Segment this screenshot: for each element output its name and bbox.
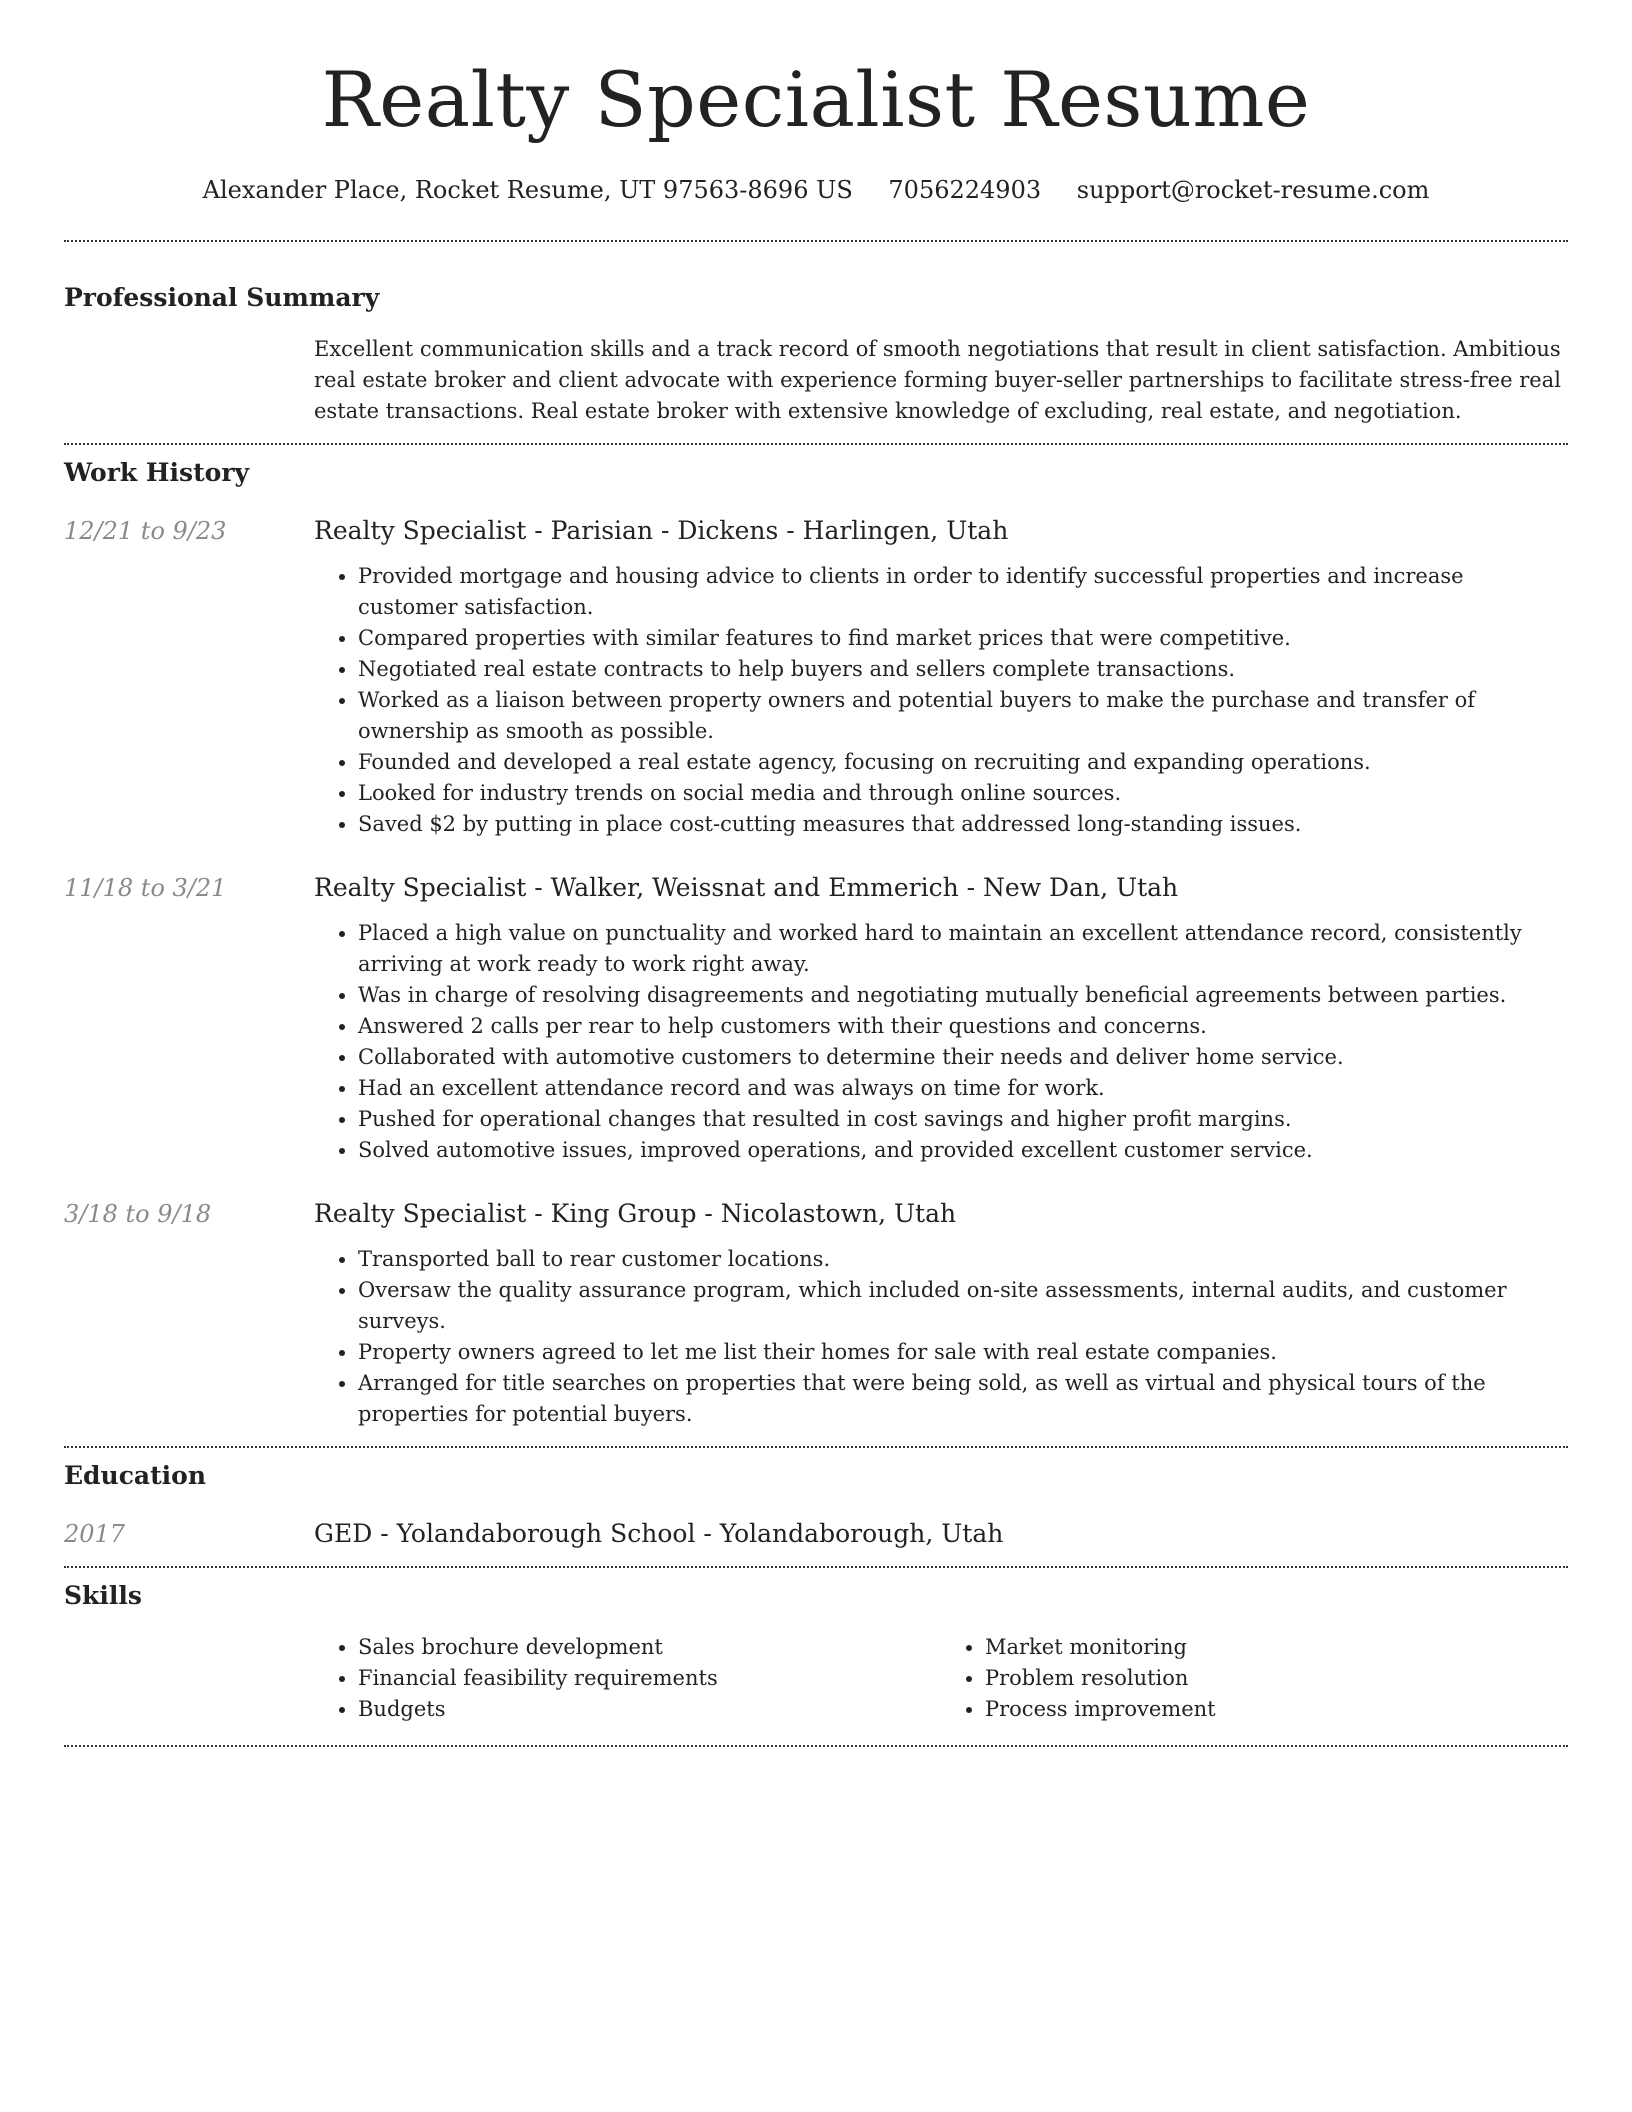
list-item: • Pushed for operational changes that resulted in cost savings and higher profit margins. [358, 1104, 1568, 1135]
skills-heading: Skills [64, 1581, 142, 1610]
list-item: • Transported ball to rear customer locations. [358, 1244, 1568, 1275]
contact-email: support@rocket-resume.com [1076, 176, 1430, 204]
list-item: • Answered 2 calls per rear to help customers with their questions and concerns. [358, 1011, 1568, 1042]
list-item: • Market monitoring [985, 1632, 1568, 1663]
skills-column-left [314, 1632, 941, 1725]
job-dates: 12/21 to 9/23 [64, 517, 227, 545]
list-item: • Saved $2 by putting in place cost-cutting measures that addressed long-standing issues. [358, 809, 1568, 840]
skills-column-right [941, 1632, 1568, 1725]
job-dates: 11/18 to 3/21 [64, 874, 227, 902]
summary-section [64, 282, 1568, 427]
list-item: • Had an excellent attendance record and was always on time for work. [358, 1073, 1568, 1104]
work-section [64, 457, 1568, 1430]
job-entry [64, 1198, 1568, 1430]
contact-line [64, 174, 1568, 206]
job-bullets [314, 561, 1568, 840]
list-item: • Budgets [358, 1694, 941, 1725]
work-heading: Work History [64, 458, 250, 487]
list-item: • Looked for industry trends on social media and through online sources. [358, 778, 1568, 809]
divider [64, 240, 1568, 242]
summary-heading: Professional Summary [64, 283, 380, 312]
list-item: • Was in charge of resolving disagreements and negotiating mutually beneficial agreements between parties. [358, 980, 1568, 1011]
list-item: • Negotiated real estate contracts to help buyers and sellers complete transactions. [358, 654, 1568, 685]
education-entry [64, 1518, 1568, 1550]
job-title: Realty Specialist - Walker, Weissnat and Emmerich - New Dan, Utah [314, 873, 1179, 902]
education-heading: Education [64, 1461, 207, 1490]
summary-row [64, 334, 1568, 427]
list-item: • Compared properties with similar features to find market prices that were competitive. [358, 623, 1568, 654]
list-item: • Provided mortgage and housing advice to clients in order to identify successful properties and increase customer satisfaction. [358, 561, 1568, 623]
contact-phone: 7056224903 [888, 176, 1042, 204]
list-item: • Process improvement [985, 1694, 1568, 1725]
resume-title: Realty Specialist Resume [321, 55, 1311, 144]
job-dates: 3/18 to 9/18 [64, 1200, 212, 1228]
job-entry [64, 515, 1568, 840]
job-title: Realty Specialist - King Group - Nicolastown, Utah [314, 1199, 957, 1228]
skills-row [64, 1632, 1568, 1725]
divider [64, 1566, 1568, 1568]
list-item: • Problem resolution [985, 1663, 1568, 1694]
education-date: 2017 [64, 1520, 126, 1548]
divider [64, 1745, 1568, 1747]
job-title: Realty Specialist - Parisian - Dickens - Harlingen, Utah [314, 516, 1009, 545]
list-item: • Arranged for title searches on properties that were being sold, as well as virtual and physical tours of the properties for potential buyers. [358, 1368, 1568, 1430]
summary-text: Excellent communication skills and a track record of smooth negotiations that result in client satisfaction. Ambitious real estate broker and client advocate with experience forming buyer-seller partnerships to facilitate stress-free real estate transactions. Real estate broker with extensive knowledge of excluding, real estate, and negotiation. [314, 337, 1561, 423]
job-bullets [314, 918, 1568, 1166]
list-item: • Worked as a liaison between property owners and potential buyers to make the purchase and transfer of ownership as smooth as possible. [358, 685, 1568, 747]
contact-address: Alexander Place, Rocket Resume, UT 97563-8696 US [202, 176, 853, 204]
job-body [314, 515, 1568, 840]
list-item: • Sales brochure development [358, 1632, 941, 1663]
job-entry [64, 872, 1568, 1166]
divider [64, 1446, 1568, 1448]
list-item: • Placed a high value on punctuality and worked hard to maintain an excellent attendance record, consistently arriving at work ready to work right away. [358, 918, 1568, 980]
job-bullets [314, 1244, 1568, 1430]
list-item: • Financial feasibility requirements [358, 1663, 941, 1694]
list-item: • Oversaw the quality assurance program, which included on-site assessments, internal audits, and customer surveys. [358, 1275, 1568, 1337]
job-body [314, 872, 1568, 1166]
list-item: • Property owners agreed to let me list their homes for sale with real estate companies. [358, 1337, 1568, 1368]
skills-section [64, 1580, 1568, 1725]
education-section [64, 1460, 1568, 1550]
job-body [314, 1198, 1568, 1430]
list-item: • Founded and developed a real estate agency, focusing on recruiting and expanding operations. [358, 747, 1568, 778]
skills-list [314, 1632, 1568, 1725]
divider [64, 443, 1568, 445]
list-item: • Solved automotive issues, improved operations, and provided excellent customer service. [358, 1135, 1568, 1166]
list-item: • Collaborated with automotive customers to determine their needs and deliver home service. [358, 1042, 1568, 1073]
education-title: GED - Yolandaborough School - Yolandaborough, Utah [314, 1519, 1004, 1548]
